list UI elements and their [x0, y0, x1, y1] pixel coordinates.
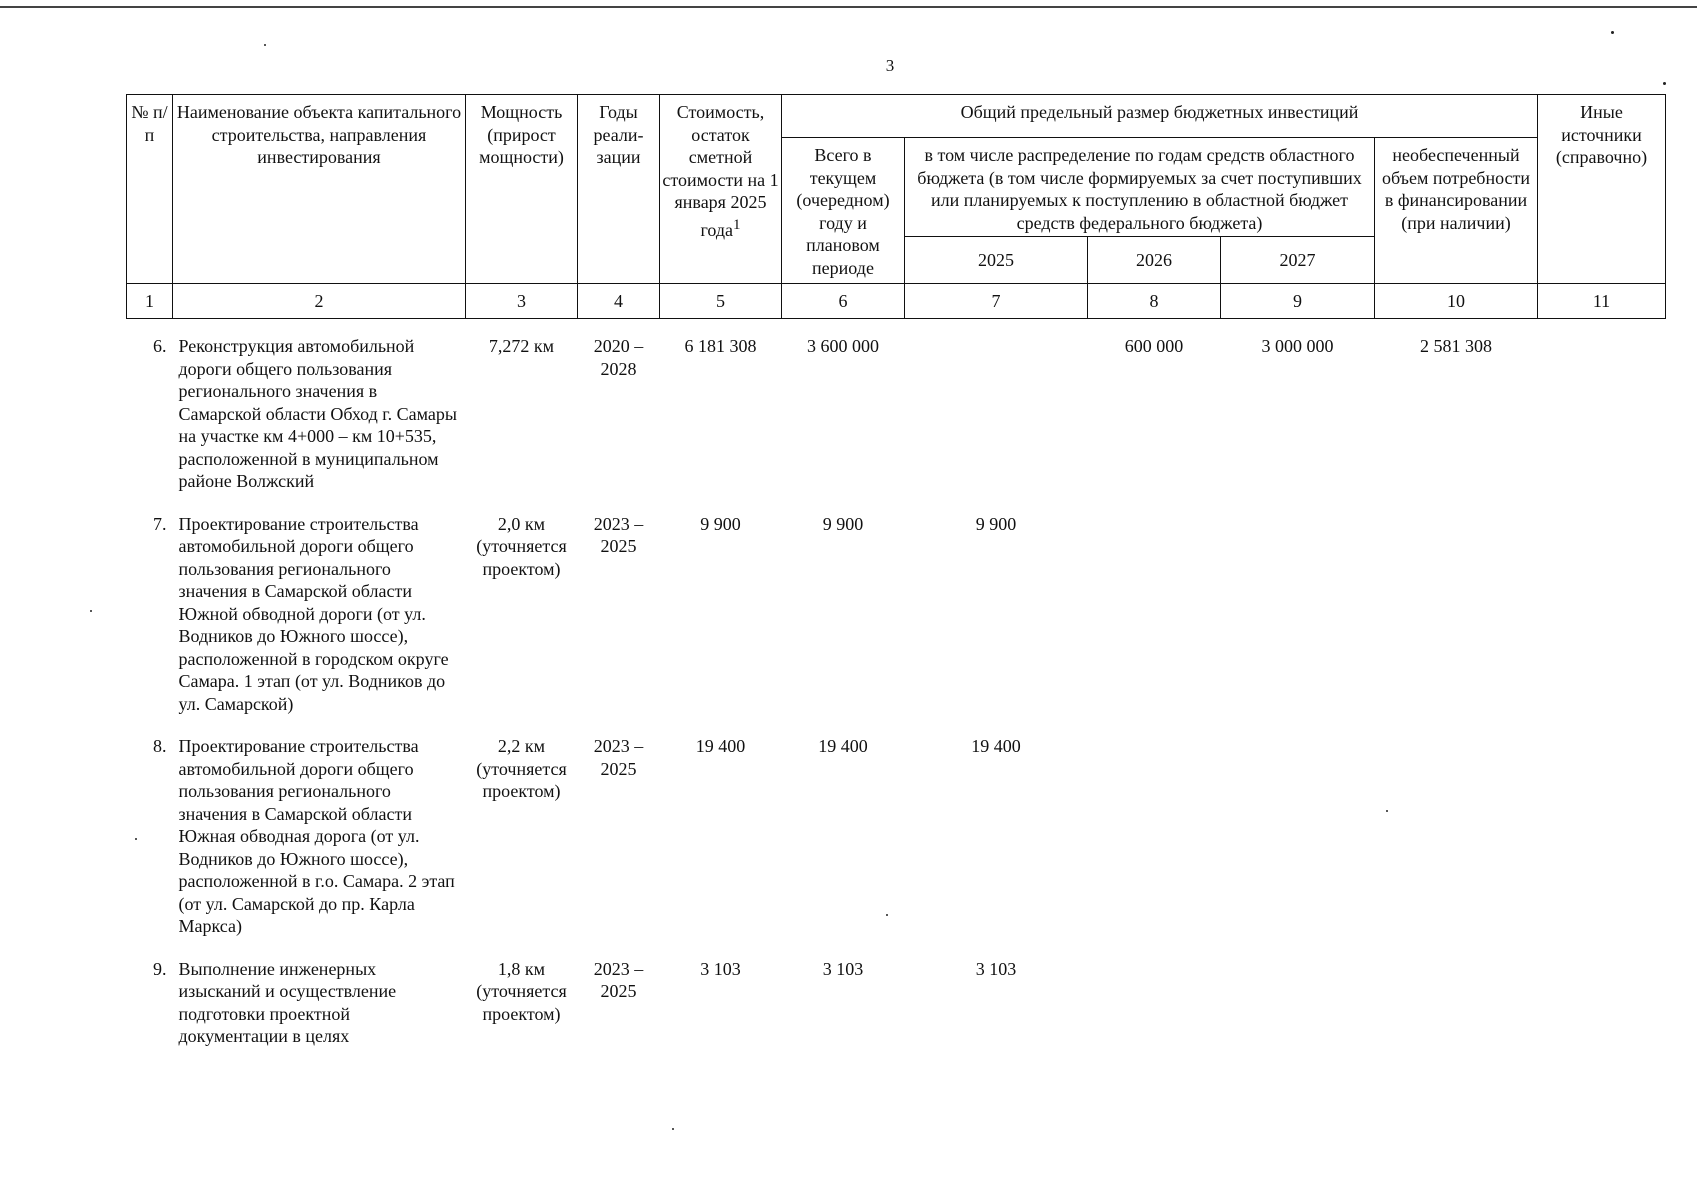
total: 9 900 — [822, 513, 864, 534]
table-row — [127, 493, 1666, 716]
amount-2025: 9 900 — [975, 513, 1017, 534]
amount-2026 — [1088, 493, 1221, 716]
capacity: 1,8 км (уточняется проектом) — [476, 958, 567, 1024]
cost: 3 103 — [700, 958, 741, 979]
years: 2023 – 2025 — [593, 736, 644, 779]
amount-2027 — [1221, 493, 1375, 716]
capacity: 7,272 км — [488, 336, 555, 356]
other-sources — [1538, 493, 1666, 716]
unfunded — [1375, 493, 1538, 716]
object-name: Реконструкция автомобильной дороги общего пользования регионального значения в Самарской области Обход г. Самары на участке км 4+000 – км 10+535, расположенной в муниципальном районе Волжский — [178, 336, 457, 491]
column-number: 9 — [1221, 284, 1375, 319]
capacity: 2,2 км (уточняется проектом) — [476, 736, 567, 801]
header-other-sources: Иные источники (справочно) — [1538, 95, 1666, 284]
table-row — [127, 938, 1666, 1048]
table-row — [127, 319, 1666, 493]
header-cost-text: Стоимость, остаток сметной стоимости на 1 января 2025 года — [662, 102, 779, 240]
amount-2026 — [1088, 715, 1221, 938]
cost: 19 400 — [695, 736, 746, 756]
amount-2025: 19 400 — [971, 736, 1021, 756]
header-unfunded: необеспеченный объем потребности в финансировании (при наличии) — [1375, 138, 1538, 284]
scan-speck — [264, 44, 266, 46]
object-name: Проектирование строительства автомобильной дороги общего пользования регионального значения в Самарской области Южная обводная дорога (от ул. Водников до Южного шоссе), расположенной в г.о. Самара. 2 этап (от ул. Самарской до пр. Карла Маркса) — [178, 736, 455, 936]
column-number: 6 — [782, 284, 905, 319]
other-sources — [1538, 715, 1666, 938]
header-budget-investments: Общий предельный размер бюджетных инвестиций — [782, 95, 1538, 138]
other-sources — [1538, 319, 1666, 493]
investment-table — [126, 94, 1666, 1048]
header-object-name: Наименование объекта капитального строительства, направления инвестирования — [173, 95, 466, 284]
header-capacity: Мощность (прирост мощности) — [466, 95, 578, 284]
column-number: 3 — [466, 284, 578, 319]
column-number: 1 — [127, 284, 173, 319]
column-number: 5 — [660, 284, 782, 319]
total: 3 600 000 — [807, 336, 879, 356]
amount-2025 — [905, 319, 1088, 493]
amount-2026: 600 000 — [1124, 336, 1184, 356]
table-header — [127, 95, 1666, 319]
column-number: 8 — [1088, 284, 1221, 319]
column-number: 7 — [905, 284, 1088, 319]
row-number: 9. — [153, 958, 167, 979]
scan-speck — [90, 610, 92, 612]
cost: 6 181 308 — [684, 336, 757, 356]
object-name: Проектирование строительства автомобильной дороги общего пользования регионального значения в Самарской области Южной обводной дороги (от ул. Водников до Южного шоссе), расположенной в городском округе Самара. 1 этап (от ул. Водников до ул. Самарской) — [178, 513, 449, 714]
amount-2025: 3 103 — [975, 958, 1017, 979]
amount-2027 — [1221, 938, 1375, 1048]
header-distribution-by-year: в том числе распределение по годам средств областного бюджета (в том числе формируемых за счет поступивших или планируемых к поступлению в областной бюджет средств федерального бюджета) — [905, 138, 1375, 237]
table-row — [127, 715, 1666, 938]
years: 2023 – 2025 — [593, 958, 644, 1001]
amount-2026 — [1088, 938, 1221, 1048]
unfunded: 2 581 308 — [1420, 336, 1492, 356]
header-total: Всего в текущем (очередном) году и плановом периоде — [782, 138, 905, 284]
table-body — [127, 319, 1666, 1048]
object-name: Выполнение инженерных изысканий и осуществление подготовки проектной документации в целях — [178, 958, 397, 1046]
column-number: 2 — [173, 284, 466, 319]
column-number: 11 — [1538, 284, 1666, 319]
row-number: 8. — [153, 736, 167, 756]
unfunded — [1375, 938, 1538, 1048]
column-number: 10 — [1375, 284, 1538, 319]
scan-speck — [1611, 31, 1614, 34]
header-cost — [660, 95, 782, 284]
page-number: 3 — [885, 56, 895, 75]
years: 2020 – 2028 — [593, 336, 644, 379]
header-year-2025: 2025 — [905, 237, 1088, 284]
total: 3 103 — [822, 958, 864, 979]
other-sources — [1538, 938, 1666, 1048]
scan-speck — [1663, 82, 1666, 85]
scan-speck — [672, 1128, 674, 1130]
row-number: 6. — [153, 336, 167, 356]
column-number: 4 — [578, 284, 660, 319]
row-number: 7. — [153, 513, 167, 534]
years: 2023 – 2025 — [593, 513, 644, 556]
unfunded — [1375, 715, 1538, 938]
capacity: 2,0 км (уточняется проектом) — [476, 513, 567, 579]
scan-edge-line — [0, 6, 1697, 8]
amount-2027: 3 000 000 — [1261, 336, 1334, 356]
amount-2027 — [1221, 715, 1375, 938]
column-number-row — [127, 284, 1666, 319]
total: 19 400 — [818, 736, 868, 756]
footnote-marker: 1 — [733, 216, 741, 233]
cost: 9 900 — [700, 513, 741, 534]
header-year-2026: 2026 — [1088, 237, 1221, 284]
header-year-2027: 2027 — [1221, 237, 1375, 284]
header-row-number: № п/п — [127, 95, 173, 284]
header-years: Годы реали-зации — [578, 95, 660, 284]
